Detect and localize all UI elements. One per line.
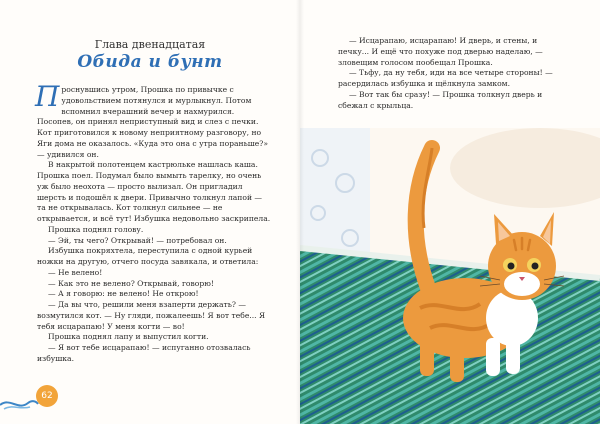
paragraph-6: — Не велено! — [48, 267, 103, 277]
page-number: 62 — [36, 385, 58, 407]
paragraph-9: — Да вы что, решили меня взаперти держать? — возмутился кот. — Ну гляди, пожалеешь! Я вот тебе... Я тебя исцарапаю! У меня когти — во! — [37, 300, 266, 331]
chapter-title: Обида и бунт — [77, 52, 223, 72]
right-body-text — [338, 36, 570, 111]
paragraph-4: — Эй, ты чего? Открывай! — потребовал он. — [48, 235, 227, 245]
paragraph-11: — Я вот тебе исцарапаю! — испуганно отозвалась избушка. — [37, 343, 251, 363]
paragraph-3: Прошка поднял голову. — [48, 224, 144, 234]
book-gutter — [296, 0, 304, 424]
paragraph-7: — Как это не велено? Открывай, говорю! — [48, 278, 214, 288]
chapter-label: Глава двенадцатая — [94, 38, 206, 51]
paragraph-2: В накрытой полотенцем кастрюльке нашлась каша. Прошка поел. Подумал было вымыть тарелку, но очень уж было неохота — просто вылизал. Он пригладил шерсть и подошёл к двери. Привычно толкнул лапой — та не открывалась. Кот толкнул сильнее — не открывается, и всё тут! Избушка недовольно заскрипела. — [37, 160, 271, 223]
drop-cap: П — [35, 80, 60, 113]
ginger-cat-illustration-icon — [300, 128, 600, 424]
paragraph-r2: — Тьфу, да ну тебя, иди на все четыре стороны! — расердилась избушка и щёлкнула замком. — [338, 68, 553, 88]
paragraph-8: — А я говорю: не велено! Не открою! — [48, 289, 199, 299]
right-page — [300, 0, 600, 424]
paragraph-5: Избушка покряхтела, переступила с одной курьей ножки на другую, отчего посуда завякала, и ответила: — [37, 246, 259, 266]
paragraph-1: Проснувшись утром, Прошка по привычке с удовольствием потянулся и мурлыкнул. Потом вспомнил вчерашний вечер и нахмурился. Посопев, он принял неприступный вид и слез с печки. Кот приготовился к новому неприятному разговору, но Яги дома не оказалось. «Куда это она с утра пораньше?» — удивился он. — [35, 80, 269, 159]
paragraph-r1: — Исцарапаю, исцарапаю! И дверь, и стены, и печку... И ещё что похуже под дверью наделаю, — зловещим голосом пообещал Прошка. — [338, 36, 543, 67]
paragraph-10: Прошка поднял лапу и выпустил когти. — [48, 332, 209, 342]
paragraph-r3: — Вот так бы сразу! — Прошка толкнул дверь и сбежал с крыльца. — [338, 89, 543, 110]
left-body-text — [35, 80, 272, 365]
